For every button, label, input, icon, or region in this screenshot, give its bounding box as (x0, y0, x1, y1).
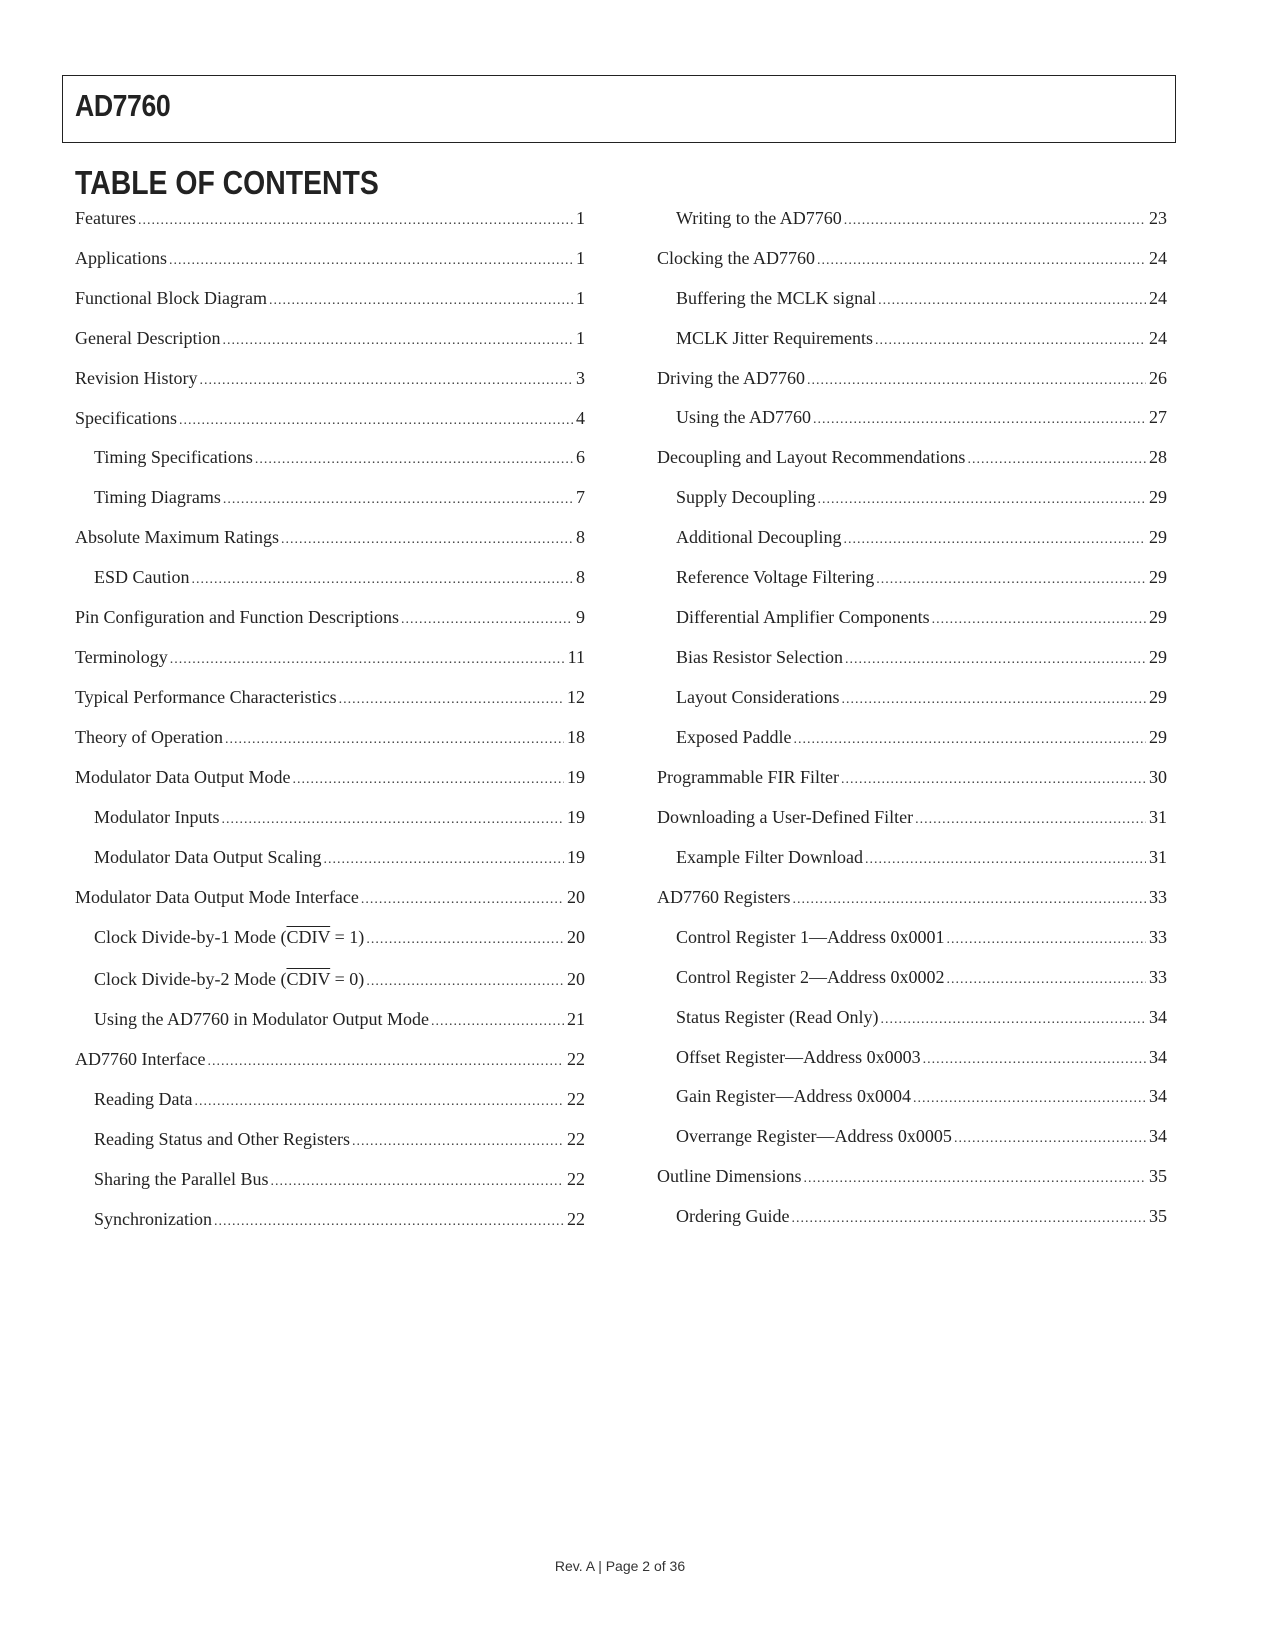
toc-entry[interactable] (75, 524, 585, 550)
toc-entry-page: 29 (1149, 647, 1167, 667)
toc-entry-page: 22 (567, 1209, 585, 1229)
toc-entry[interactable] (94, 924, 585, 950)
toc-entry[interactable] (75, 724, 585, 750)
toc-entry-page: 33 (1149, 887, 1167, 907)
toc-entry-page: 24 (1149, 248, 1167, 268)
toc-entry[interactable] (75, 245, 585, 271)
toc-entry[interactable] (75, 764, 585, 790)
toc-entry[interactable] (676, 604, 1167, 630)
toc-entry-page: 19 (567, 807, 585, 827)
toc-entry-label: Differential Amplifier Components (676, 607, 930, 627)
toc-entry-label-overline: CDIV (286, 969, 331, 989)
toc-entry-page: 34 (1149, 1047, 1167, 1067)
toc-entry[interactable] (676, 325, 1167, 351)
dot-leader (225, 727, 564, 753)
toc-entry[interactable] (75, 285, 585, 311)
dot-leader (865, 847, 1146, 873)
dot-leader (954, 1126, 1146, 1152)
dot-leader (200, 368, 573, 394)
toc-entry-page: 23 (1149, 208, 1167, 228)
toc-entry-page: 1 (576, 248, 585, 268)
toc-entry-page: 31 (1149, 847, 1167, 867)
toc-entry-page: 24 (1149, 288, 1167, 308)
toc-entry[interactable] (676, 205, 1167, 231)
toc-entry-page: 18 (567, 727, 585, 747)
toc-entry-page: 8 (576, 527, 585, 547)
toc-entry[interactable] (75, 644, 585, 670)
dot-leader (292, 767, 564, 793)
toc-entry[interactable] (94, 1126, 585, 1152)
dot-leader (913, 1086, 1146, 1112)
toc-entry-page: 34 (1149, 1086, 1167, 1106)
toc-entry-page: 7 (576, 487, 585, 507)
toc-entry[interactable] (94, 844, 585, 870)
toc-entry[interactable] (676, 1004, 1167, 1030)
toc-entry-label: Using the AD7760 (676, 407, 811, 427)
toc-entry-label: Offset Register—Address 0x0003 (676, 1047, 921, 1067)
toc-entry[interactable] (94, 1086, 585, 1112)
dot-leader (875, 328, 1146, 354)
dot-leader (807, 368, 1146, 394)
dot-leader (813, 407, 1146, 433)
toc-entry[interactable] (676, 564, 1167, 590)
toc-entry[interactable] (676, 964, 1167, 990)
dot-leader (843, 527, 1146, 553)
toc-entry-label: Timing Diagrams (94, 487, 221, 507)
dot-leader (361, 887, 564, 913)
toc-entry-label: Reading Data (94, 1089, 193, 1109)
toc-entry-label: Synchronization (94, 1209, 212, 1229)
toc-entry-label: Using the AD7760 in Modulator Output Mode (94, 1009, 429, 1029)
dot-leader (876, 567, 1146, 593)
toc-entry-page: 20 (567, 887, 585, 907)
toc-entry[interactable] (94, 1006, 585, 1032)
toc-entry[interactable] (657, 764, 1167, 790)
page-title: TABLE OF CONTENTS (75, 164, 379, 201)
dot-leader (255, 447, 573, 473)
dot-leader (791, 1206, 1146, 1232)
toc-entry-label: AD7760 Interface (75, 1049, 206, 1069)
toc-entry-page: 26 (1149, 368, 1167, 388)
toc-entry[interactable] (75, 604, 585, 630)
toc-entry[interactable] (94, 1206, 585, 1232)
toc-entry[interactable] (676, 524, 1167, 550)
toc-entry-label: Example Filter Download (676, 847, 863, 867)
toc-entry-label: Reference Voltage Filtering (676, 567, 875, 587)
dot-leader (401, 607, 573, 633)
toc-entry-label: Modulator Data Output Scaling (94, 847, 322, 867)
toc-entry-label: Modulator Data Output Mode Interface (75, 887, 359, 907)
toc-entry-page: 20 (567, 969, 585, 989)
dot-leader (431, 1009, 564, 1035)
dot-leader (878, 288, 1146, 314)
toc-entry-label: Overrange Register—Address 0x0005 (676, 1126, 952, 1146)
toc-entry-page: 33 (1149, 967, 1167, 987)
toc-entry[interactable] (94, 444, 585, 470)
toc-entry[interactable] (676, 1203, 1167, 1229)
toc-entry-page: 19 (567, 767, 585, 787)
toc-entry[interactable] (676, 404, 1167, 430)
toc-entry-page: 34 (1149, 1126, 1167, 1146)
header-box (62, 75, 1176, 143)
toc-entry-page: 35 (1149, 1206, 1167, 1226)
toc-entry-label: MCLK Jitter Requirements (676, 328, 873, 348)
toc-entry[interactable] (94, 1166, 585, 1192)
toc-entry-label: Absolute Maximum Ratings (75, 527, 279, 547)
toc-entry-page: 35 (1149, 1166, 1167, 1186)
toc-entry[interactable] (676, 644, 1167, 670)
dot-leader (841, 767, 1146, 793)
dot-leader (281, 527, 573, 553)
dot-leader (138, 208, 573, 234)
toc-entry-label: Outline Dimensions (657, 1166, 802, 1186)
toc-entry-page: 9 (576, 607, 585, 627)
toc-entry-label: Writing to the AD7760 (676, 208, 842, 228)
toc-entry[interactable] (676, 924, 1167, 950)
toc-entry-label: Features (75, 208, 136, 228)
toc-entry-page: 31 (1149, 807, 1167, 827)
dot-leader (223, 487, 573, 513)
toc-entry[interactable] (657, 1163, 1167, 1189)
toc-entry-page: 19 (567, 847, 585, 867)
toc-entry[interactable] (657, 804, 1167, 830)
toc-entry-page: 22 (567, 1049, 585, 1069)
toc-entry-label: Theory of Operation (75, 727, 223, 747)
toc-entry-label: Applications (75, 248, 167, 268)
page-footer: Rev. A | Page 2 of 36 (554, 1558, 686, 1574)
dot-leader (932, 607, 1146, 633)
dot-leader (207, 1049, 564, 1075)
toc-entry-page: 29 (1149, 567, 1167, 587)
toc-entry-label: Decoupling and Layout Recommendations (657, 447, 966, 467)
toc-entry[interactable] (94, 564, 585, 590)
toc-entry[interactable] (676, 724, 1167, 750)
toc-entry-page: 1 (576, 208, 585, 228)
toc-entry-page: 34 (1149, 1007, 1167, 1027)
toc-entry-label: Reading Status and Other Registers (94, 1129, 350, 1149)
toc-entry-label: Functional Block Diagram (75, 288, 267, 308)
toc-entry-page: 12 (567, 687, 585, 707)
toc-entry-label: Specifications (75, 408, 177, 428)
toc-entry-label: Terminology (75, 647, 168, 667)
toc-entry[interactable] (676, 1083, 1167, 1109)
toc-entry-page: 20 (567, 927, 585, 947)
dot-leader (179, 408, 573, 434)
toc-entry-page: 3 (576, 368, 585, 388)
toc-entry-label: Control Register 1—Address 0x0001 (676, 927, 945, 947)
toc-entry[interactable] (676, 484, 1167, 510)
dot-leader (923, 1047, 1146, 1073)
toc-entry-label-part: Clock Divide-by-2 Mode ( (94, 969, 287, 989)
toc-entry-page: 29 (1149, 727, 1167, 747)
dot-leader (323, 847, 564, 873)
toc-entry-label: Programmable FIR Filter (657, 767, 839, 787)
toc-entry-label: ESD Caution (94, 567, 190, 587)
dot-leader (222, 807, 565, 833)
dot-leader (841, 687, 1146, 713)
toc-entry-page: 27 (1149, 407, 1167, 427)
toc-entry-page: 33 (1149, 927, 1167, 947)
toc-entry-label (94, 966, 364, 992)
toc-entry-label: Sharing the Parallel Bus (94, 1169, 269, 1189)
toc-entry-page: 22 (567, 1169, 585, 1189)
toc-entry-label: Additional Decoupling (676, 527, 842, 547)
toc-entry-page: 8 (576, 567, 585, 587)
dot-leader (269, 288, 573, 314)
dot-leader (270, 1169, 564, 1195)
dot-leader (169, 248, 573, 274)
dot-leader (845, 647, 1146, 673)
dot-leader (793, 887, 1147, 913)
toc-entry-page: 21 (567, 1009, 585, 1029)
toc-entry-label-part: = 1) (330, 927, 365, 947)
toc-entry-page: 1 (576, 328, 585, 348)
toc-entry-label: Driving the AD7760 (657, 368, 805, 388)
toc-entry[interactable] (676, 1123, 1167, 1149)
toc-entry-page: 1 (576, 288, 585, 308)
toc-entry-label: Buffering the MCLK signal (676, 288, 877, 308)
toc-entry-label: Exposed Paddle (676, 727, 792, 747)
toc-entry-label (94, 924, 364, 950)
toc-entry[interactable] (75, 325, 585, 351)
toc-entry-label: Status Register (Read Only) (676, 1007, 879, 1027)
dot-leader (352, 1129, 564, 1155)
toc-entry-page: 29 (1149, 607, 1167, 627)
toc-entry-label: Ordering Guide (676, 1206, 790, 1226)
toc-entry[interactable] (94, 804, 585, 830)
toc-entry-page: 6 (576, 447, 585, 467)
toc-entry-page: 22 (567, 1089, 585, 1109)
dot-leader (366, 927, 564, 953)
toc-entry[interactable] (75, 1046, 585, 1072)
toc-entry[interactable] (657, 884, 1167, 910)
toc-entry[interactable] (676, 1044, 1167, 1070)
toc-entry[interactable] (75, 365, 585, 391)
dot-leader (793, 727, 1146, 753)
toc-entry-label: Pin Configuration and Function Descriptions (75, 607, 399, 627)
toc-entry-page: 22 (567, 1129, 585, 1149)
toc-entry-label: Modulator Data Output Mode (75, 767, 291, 787)
toc-entry[interactable] (676, 285, 1167, 311)
toc-entry-label: Control Register 2—Address 0x0002 (676, 967, 945, 987)
toc-entry-label: Typical Performance Characteristics (75, 687, 337, 707)
toc-entry-page: 24 (1149, 328, 1167, 348)
toc-entry[interactable] (75, 884, 585, 910)
toc-entry[interactable] (94, 484, 585, 510)
toc-entry[interactable] (676, 844, 1167, 870)
toc-entry-label: Timing Specifications (94, 447, 253, 467)
toc-entry[interactable] (75, 405, 585, 431)
toc-entry-page: 11 (567, 647, 585, 667)
toc-entry-label: Clocking the AD7760 (657, 248, 815, 268)
toc-entry-page: 29 (1149, 527, 1167, 547)
dot-leader (946, 927, 1146, 953)
dot-leader (880, 1007, 1146, 1033)
toc-entry[interactable] (657, 444, 1167, 470)
dot-leader (967, 447, 1146, 473)
toc-entry-label: General Description (75, 328, 221, 348)
toc-entry-label-part: Clock Divide-by-1 Mode ( (94, 927, 287, 947)
toc-entry-label-part: = 0) (330, 969, 365, 989)
dot-leader (222, 328, 573, 354)
dot-leader (844, 208, 1146, 234)
toc-entry-label: Supply Decoupling (676, 487, 816, 507)
dot-leader (818, 487, 1147, 513)
toc-entry-page: 28 (1149, 447, 1167, 467)
toc-entry-page: 29 (1149, 687, 1167, 707)
toc-entry-label-overline: CDIV (286, 927, 331, 947)
dot-leader (946, 967, 1146, 993)
toc-entry[interactable] (75, 205, 585, 231)
toc-entry-label: Modulator Inputs (94, 807, 220, 827)
dot-leader (194, 1089, 564, 1115)
toc-entry-label: AD7760 Registers (657, 887, 791, 907)
toc-entry-label: Bias Resistor Selection (676, 647, 843, 667)
dot-leader (214, 1209, 564, 1235)
toc-entry[interactable] (657, 365, 1167, 391)
toc-entry[interactable] (676, 684, 1167, 710)
toc-entry-label: Downloading a User-Defined Filter (657, 807, 914, 827)
toc-entry-label: Layout Considerations (676, 687, 840, 707)
dot-leader (339, 687, 564, 713)
dot-leader (915, 807, 1146, 833)
toc-entry-page: 30 (1149, 767, 1167, 787)
dot-leader (192, 567, 573, 593)
toc-entry[interactable] (657, 245, 1167, 271)
toc-entry-page: 4 (576, 408, 585, 428)
part-number: AD7760 (75, 88, 171, 123)
dot-leader (817, 248, 1146, 274)
toc-entry-label: Revision History (75, 368, 198, 388)
toc-entry-label: Gain Register—Address 0x0004 (676, 1086, 911, 1106)
toc-entry[interactable] (75, 684, 585, 710)
toc-entry-page: 29 (1149, 487, 1167, 507)
dot-leader (804, 1166, 1147, 1192)
dot-leader (170, 647, 565, 673)
dot-leader (366, 969, 564, 995)
toc-entry[interactable] (94, 966, 585, 992)
